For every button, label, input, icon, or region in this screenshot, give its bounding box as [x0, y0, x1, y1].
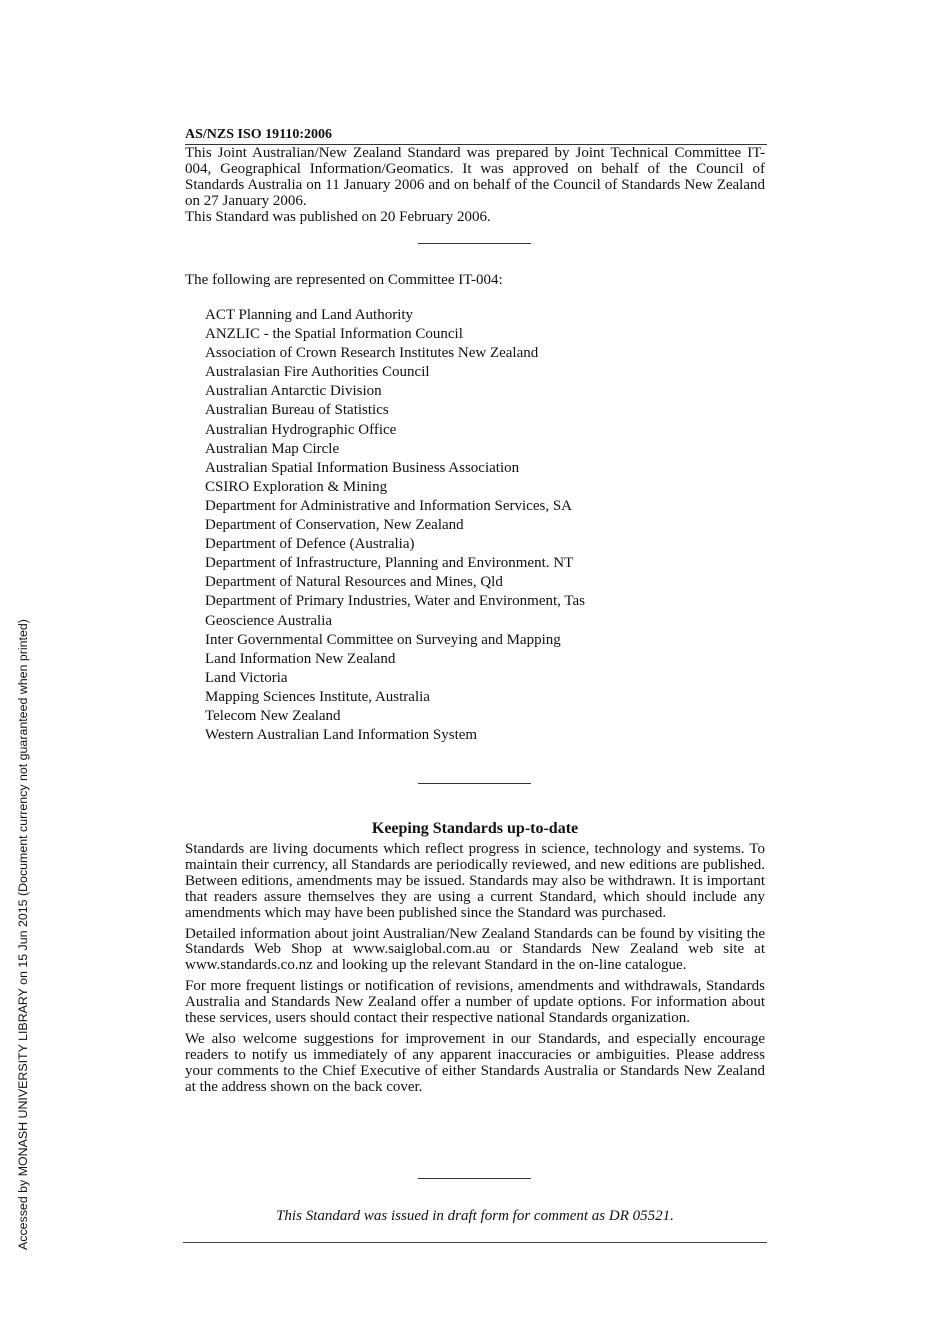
section-heading: Keeping Standards up-to-date: [371, 820, 579, 837]
committee-member: Department of Natural Resources and Mines, Qld: [205, 574, 503, 591]
committee-member: Inter Governmental Committee on Surveying and Mapping: [205, 631, 561, 648]
committee-member: Land Victoria: [205, 669, 288, 686]
draft-note: This Standard was issued in draft form for comment as DR 05521.: [276, 1208, 674, 1224]
committee-member: Australian Hydrographic Office: [205, 421, 397, 438]
approval-statement: [185, 145, 765, 225]
committee-member: Mapping Sciences Institute, Australia: [205, 688, 430, 705]
body-paragraph: We also welcome suggestions for improvement in our Standards, and especially encourage readers to notify us immediately of any apparent inaccuracies or ambiguities. Please address your comments to the Chief Executive of either Standards Australia or Standards New Zealand at the address shown on the back cover.: [185, 1030, 765, 1095]
committee-member: Australian Bureau of Statistics: [205, 402, 389, 419]
section-divider: [418, 243, 531, 244]
committee-member: Telecom New Zealand: [205, 707, 341, 724]
body-paragraph: For more frequent listings or notification of revisions, amendments and withdrawals, Standards Australia and Standards New Zealand offer a number of update options. For information about these services, users should contact their respective national Standards organization.: [185, 978, 765, 1027]
committee-member: Department for Administrative and Information Services, SA: [205, 497, 572, 514]
committee-member: Department of Defence (Australia): [205, 536, 415, 553]
committee-member: Australian Antarctic Division: [205, 383, 382, 400]
committee-member: Western Australian Land Information System: [205, 727, 478, 744]
committee-member: Land Information New Zealand: [205, 650, 396, 667]
access-stamp: Accessed by MONASH UNIVERSITY LIBRARY on 15 Jun 2015 (Document currency not guaranteed when printed): [16, 619, 30, 1250]
committee-member: ACT Planning and Land Authority: [205, 307, 414, 323]
committee-member: CSIRO Exploration & Mining: [205, 478, 388, 495]
committee-member: Australasian Fire Authorities Council: [205, 364, 430, 381]
committee-member: Australian Spatial Information Business Association: [205, 459, 520, 476]
section-divider: [418, 1178, 531, 1179]
committee-member: ANZLIC - the Spatial Information Council: [205, 326, 463, 343]
keeping-standards-body: [185, 842, 765, 1101]
body-paragraph: Standards are living documents which reflect progress in science, technology and systems. To maintain their currency, all Standards are periodically reviewed, and new editions are published. Between editions, amendments may be issued. Standards may also be withdrawn. It is important that readers assure themselves they are using a current Standard, which should include any amendments which may have been published since the Standard was purchased.: [185, 841, 765, 921]
document-id: AS/NZS ISO 19110:2006: [185, 127, 767, 145]
committee-member: Department of Primary Industries, Water and Environment, Tas: [205, 593, 586, 610]
committee-member: Department of Conservation, New Zealand: [205, 517, 464, 534]
committee-intro: The following are represented on Committee IT-004:: [185, 272, 503, 288]
committee-member: Australian Map Circle: [205, 440, 340, 457]
footer-rule: [183, 1242, 767, 1243]
section-divider: [418, 783, 531, 784]
body-paragraph: Detailed information about joint Australian/New Zealand Standards can be found by visiting the Standards Web Shop at www.saiglobal.com.au or Standards New Zealand web site at www.standards.co.nz and looking up the relevant Standard in the on-line catalogue.: [185, 925, 765, 974]
approval-paragraph: This Joint Australian/New Zealand Standard was prepared by Joint Technical Committee IT-004, Geographical Information/Geomatics. It was approved on behalf of the Council of Standards Australia on 11 January 2006 and on behalf of the Council of Standards New Zealand on 27 January 2006.: [185, 145, 765, 209]
committee-member: Geoscience Australia: [205, 612, 333, 629]
committee-member-list: [205, 306, 585, 745]
publication-date: This Standard was published on 20 February 2006.: [185, 209, 491, 225]
committee-member: Association of Crown Research Institutes New Zealand: [205, 345, 539, 362]
committee-member: Department of Infrastructure, Planning and Environment. NT: [205, 555, 574, 572]
